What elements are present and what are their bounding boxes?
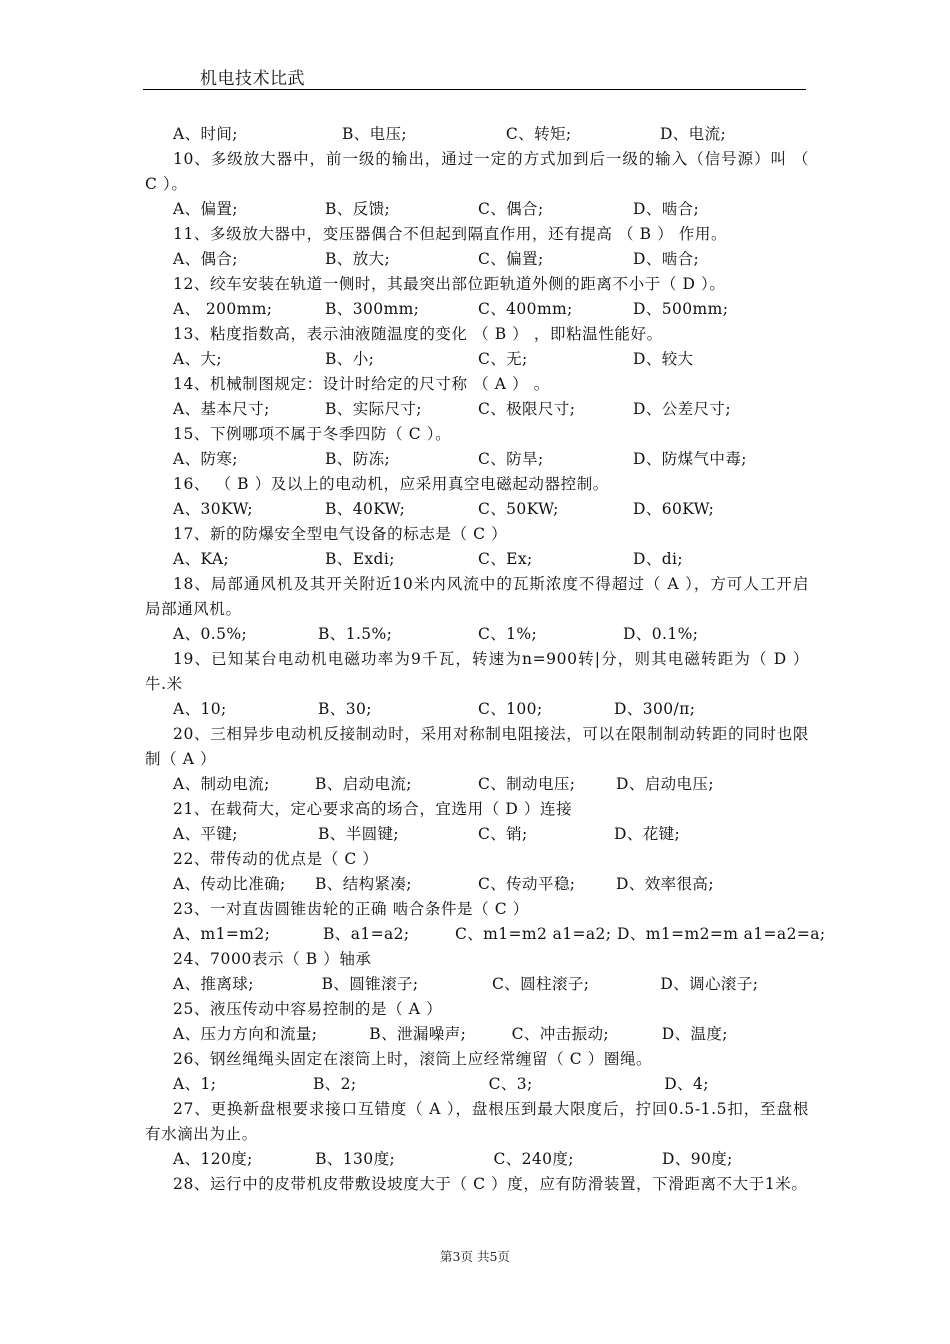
answer-option: B、泄漏噪声;: [369, 1025, 467, 1043]
answer-option: B、实际尺寸;: [325, 400, 422, 418]
answer-option: C、无;: [478, 350, 528, 368]
answer-option: D、啮合;: [633, 250, 700, 268]
answer-option: A、120度;: [173, 1150, 253, 1168]
question-text: 19、已知某台电动机电磁功率为9千瓦，转速为n=900转|分，则其电磁转距为（ D ）牛.米: [145, 650, 809, 693]
answer-option: B、130度;: [315, 1150, 396, 1168]
question-text: 20、三相异步电动机反接制动时，采用对称制电阻接法，可以在限制制动转距的同时也限制（ A ）: [145, 725, 809, 768]
answer-option: D、较大: [633, 350, 694, 368]
answer-option: C、3;: [488, 1075, 533, 1093]
answer-option: A、 200mm;: [173, 300, 273, 318]
question-text: 18、局部通风机及其开关附近10米内风流中的瓦斯浓度不得超过（ A ），方可人工开启局部通风机。: [145, 575, 809, 618]
answer-option: D、调心滚子;: [660, 975, 759, 993]
answer-option: C、防旱;: [478, 450, 544, 468]
answer-options: [173, 197, 809, 222]
page-number: 第3页 共5页: [440, 1249, 510, 1264]
answer-option: C、极限尺寸;: [478, 400, 576, 418]
document-body: [145, 122, 826, 1197]
answer-option: D、温度;: [661, 1025, 728, 1043]
answer-option: A、30KW;: [173, 500, 254, 518]
answer-options: [173, 447, 809, 472]
answer-option: D、di;: [633, 550, 684, 568]
answer-options: [173, 247, 809, 272]
header-title: 机电技术比武: [200, 69, 305, 89]
answer-option: D、啮合;: [633, 200, 700, 218]
answer-options: [173, 872, 809, 897]
answer-options: [173, 122, 809, 147]
answer-option: B、Exdi;: [325, 550, 395, 568]
question-text: 11、多级放大器中，变压器偶合不但起到隔直作用，还有提高 （ B ） 作用。: [173, 225, 728, 243]
answer-options: [173, 697, 809, 722]
question-text: 17、新的防爆安全型电气设备的标志是（ C ）: [173, 525, 508, 543]
answer-options: [173, 972, 809, 997]
answer-option: A、压力方向和流量;: [173, 1025, 318, 1043]
answer-option: C、冲击振动;: [511, 1025, 609, 1043]
question-text: 26、钢丝绳绳头固定在滚筒上时，滚筒上应经常缠留（ C ）圈绳。: [173, 1050, 653, 1068]
answer-option: C、传动平稳;: [478, 875, 576, 893]
answer-option: A、偏置;: [173, 200, 238, 218]
answer-option: A、基本尺寸;: [173, 400, 270, 418]
answer-option: A、KA;: [173, 550, 230, 568]
answer-option: B、结构紧凑;: [315, 875, 412, 893]
question-text: 27、更换新盘根要求接口互错度（ A ），盘根压到最大限度后，拧回0.5-1.5扣，至盘根有水滴出为止。: [145, 1100, 809, 1143]
question-text: 16、 （ B ）及以上的电动机，应采用真空电磁起动器控制。: [173, 475, 609, 493]
question-text: 21、在载荷大，定心要求高的场合，宜选用（ D ）连接: [173, 800, 573, 818]
answer-option: A、防寒;: [173, 450, 238, 468]
answer-option: A、偶合;: [173, 250, 238, 268]
answer-option: B、a1=a2;: [323, 925, 410, 943]
answer-option: B、300mm;: [325, 300, 420, 318]
question-text: 12、绞车安装在轨道一侧时，其最突出部位距轨道外侧的距离不小于（ D ）。: [173, 275, 726, 293]
answer-option: B、2;: [312, 1075, 357, 1093]
answer-option: B、30;: [318, 700, 372, 718]
question-text: 28、运行中的皮带机皮带敷设坡度大于（ C ）度，应有防滑装置，下滑距离不大于1米。: [173, 1175, 808, 1193]
answer-options: [173, 622, 809, 647]
answer-options: [173, 772, 809, 797]
answer-option: A、推离球;: [173, 975, 254, 993]
answer-options: [173, 1022, 809, 1047]
answer-option: B、防冻;: [325, 450, 391, 468]
answer-option: C、圆柱滚子;: [491, 975, 590, 993]
answer-option: B、圆锥滚子;: [321, 975, 419, 993]
answer-option: D、电流;: [659, 125, 727, 143]
answer-option: C、偶合;: [478, 200, 544, 218]
answer-option: C、100;: [478, 700, 543, 718]
answer-option: D、90度;: [662, 1150, 733, 1168]
answer-option: D、启动电压;: [616, 775, 714, 793]
answer-option: A、平键;: [173, 825, 238, 843]
answer-option: D、4;: [664, 1075, 709, 1093]
answer-option: C、制动电压;: [478, 775, 576, 793]
answer-option: A、时间;: [173, 125, 238, 143]
answer-option: C、50KW;: [478, 500, 559, 518]
answer-option: D、效率很高;: [616, 875, 714, 893]
answer-option: B、1.5%;: [318, 625, 393, 643]
answer-option: A、传动比准确;: [173, 875, 286, 893]
answer-options: [173, 1147, 809, 1172]
answer-option: A、1;: [173, 1075, 217, 1093]
answer-option: C、销;: [478, 825, 528, 843]
answer-option: D、公差尺寸;: [633, 400, 731, 418]
answer-option: B、启动电流;: [315, 775, 412, 793]
answer-option: C、Ex;: [478, 550, 533, 568]
answer-option: C、m1=m2 a1=a2;: [455, 925, 612, 943]
answer-option: B、放大;: [325, 250, 391, 268]
answer-options: [173, 497, 809, 522]
answer-option: C、偏置;: [478, 250, 544, 268]
answer-option: C、1%;: [478, 625, 538, 643]
answer-option: D、500mm;: [633, 300, 729, 318]
answer-options: [173, 347, 809, 372]
answer-option: B、半圆键;: [318, 825, 400, 843]
question-text: 15、下例哪项不属于冬季四防（ C ）。: [173, 425, 452, 443]
question-text: 24、7000表示（ B ）轴承: [173, 950, 372, 968]
question-text: 10、多级放大器中，前一级的输出，通过一定的方式加到后一级的输入（信号源）叫 （ C ）。: [145, 150, 809, 193]
answer-option: C、转矩;: [505, 125, 572, 143]
page-header: [143, 62, 806, 90]
answer-options: [173, 922, 826, 947]
answer-options: [173, 397, 809, 422]
answer-option: A、制动电流;: [173, 775, 270, 793]
answer-option: B、电压;: [341, 125, 408, 143]
answer-option: D、m1=m2=m a1=a2=a;: [617, 925, 826, 943]
answer-option: A、大;: [173, 350, 223, 368]
question-text: 13、粘度指数高，表示油液随温度的变化 （ B ） ，即粘温性能好。: [173, 325, 663, 343]
answer-option: A、0.5%;: [173, 625, 248, 643]
question-text: 25、液压传动中容易控制的是（ A ）: [173, 1000, 443, 1018]
answer-option: D、300/π;: [614, 700, 696, 718]
answer-option: A、m1=m2;: [173, 925, 271, 943]
answer-option: D、防煤气中毒;: [633, 450, 747, 468]
answer-option: B、反馈;: [325, 200, 391, 218]
answer-option: D、60KW;: [633, 500, 715, 518]
question-text: 14、机械制图规定：设计时给定的尺寸称 （ A ） 。: [173, 375, 550, 393]
answer-options: [173, 822, 809, 847]
answer-option: B、小;: [325, 350, 375, 368]
answer-option: A、10;: [173, 700, 227, 718]
answer-options: [173, 547, 809, 572]
answer-option: D、0.1%;: [623, 625, 699, 643]
answer-option: D、花键;: [614, 825, 681, 843]
question-text: 23、一对直齿圆锥齿轮的正确 啮合条件是（ C ）: [173, 900, 529, 918]
answer-options: [173, 1072, 809, 1097]
answer-option: C、240度;: [493, 1150, 574, 1168]
question-text: 22、带传动的优点是（ C ）: [173, 850, 379, 868]
answer-option: C、400mm;: [478, 300, 573, 318]
answer-options: [173, 297, 809, 322]
answer-option: B、40KW;: [325, 500, 406, 518]
